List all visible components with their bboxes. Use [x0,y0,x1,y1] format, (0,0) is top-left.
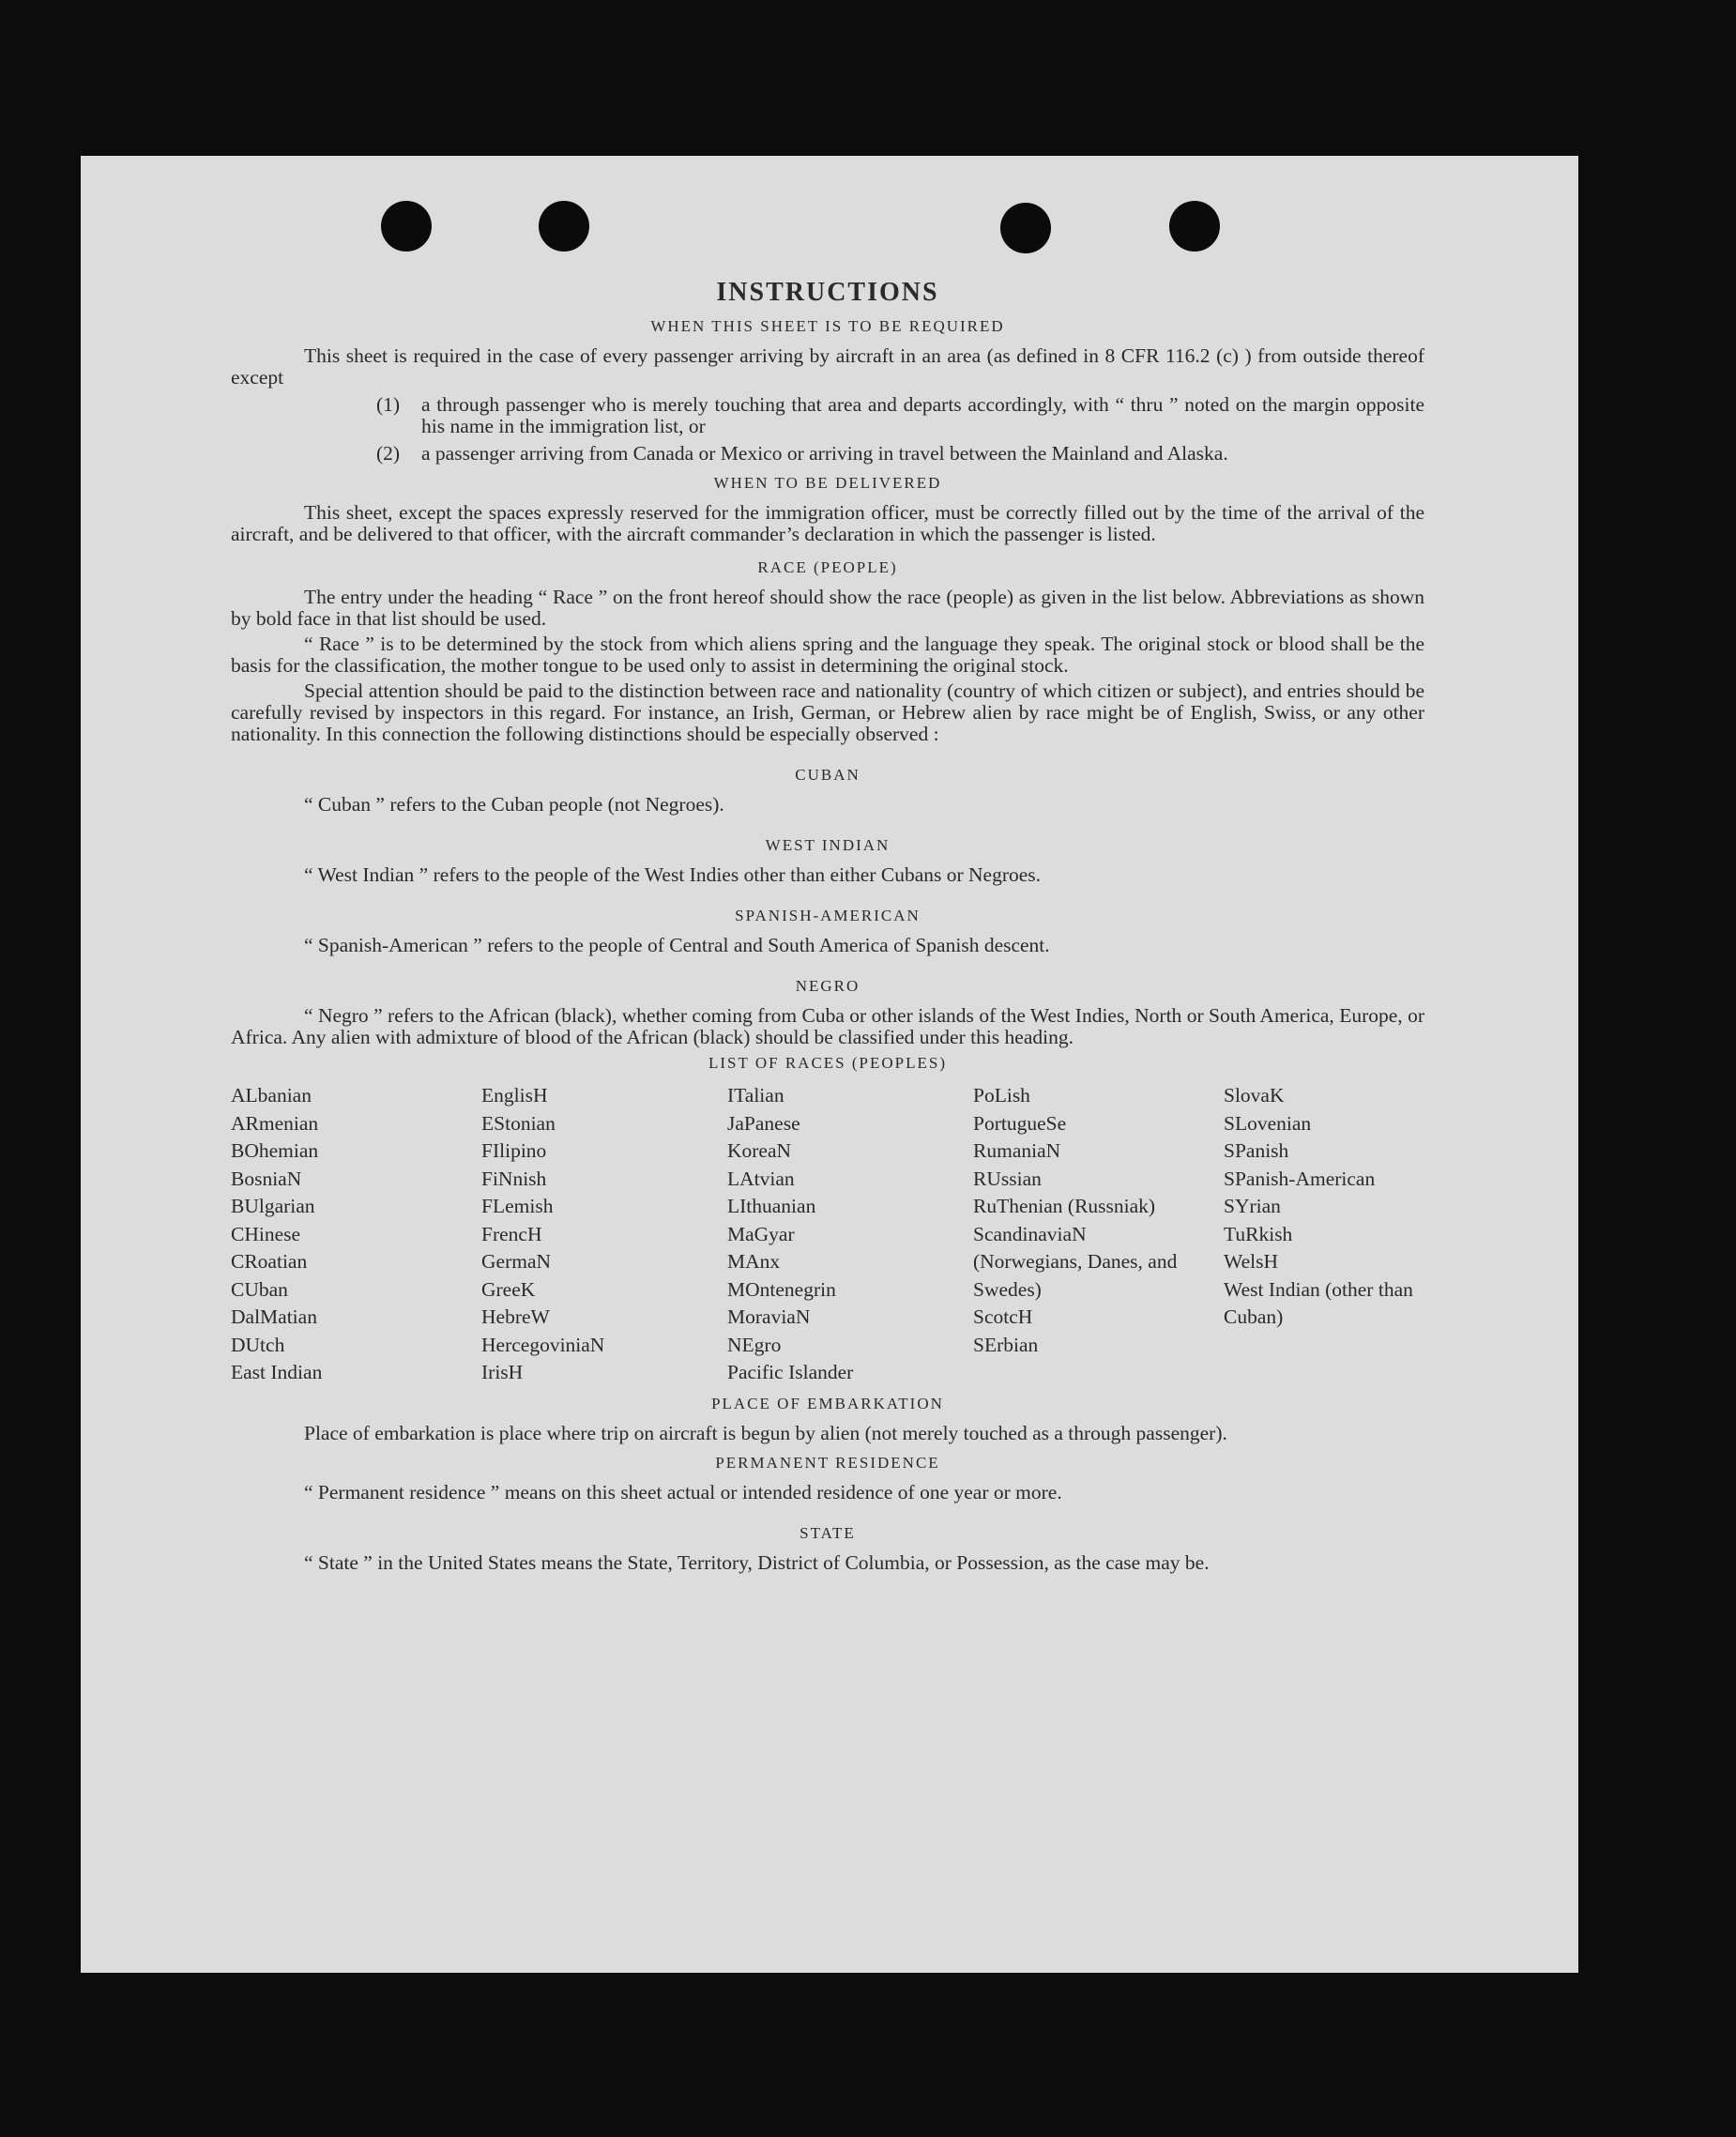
race-entry: GreeK [481,1277,536,1301]
race-entry: ITalian [727,1084,784,1107]
race-entry: SYrian [1224,1195,1281,1217]
race-entry: CRoatian [231,1250,308,1273]
race-entry: RUssian [973,1167,1042,1190]
race-entry: BUlgarian [231,1195,315,1217]
races-column-1 [231,1082,481,1387]
races-column-4 [973,1082,1224,1387]
race-entry: FIlipino [481,1139,547,1162]
embarkation-text: Place of embarkation is place where trip on aircraft is begun by alien (not merely touched as a through passenger). [304,1421,1227,1444]
page-title: INSTRUCTIONS [716,278,939,307]
heading-list-of-races: LIST OF RACES (PEOPLES) [708,1054,947,1072]
race-entry: DalMatian [231,1305,317,1328]
exception-text: a passenger arriving from Canada or Mexico or arriving in travel between the Mainland and Alaska. [421,442,1228,465]
heading-negro: NEGRO [795,977,860,995]
races-column-2 [481,1082,727,1387]
race-entry: MoraviaN [727,1305,811,1328]
heading-state: STATE [799,1523,856,1542]
race-entry: FrencH [481,1222,542,1245]
exception-number: (2) [376,442,401,465]
punch-hole [1000,203,1051,253]
races-column-5 [1224,1082,1424,1387]
race-entry: Pacific Islander [727,1361,854,1383]
race-paragraph-3: Special attention should be paid to the distinction between race and nationality (country of which citizen or subject), and entries should be carefully revised by inspectors in this regard. For instance, an Irish, German, or Hebrew alien by race might be of English, Swiss, or any other nationality. In this connection the following distinctions should be especially observed : [231,679,1424,745]
race-entry: TuRkish [1224,1222,1293,1245]
race-entry: GermaN [481,1250,552,1273]
race-entry: SErbian [973,1333,1039,1356]
heading-when-delivered: WHEN TO BE DELIVERED [713,474,942,492]
race-entry: West Indian (other than Cuban) [1224,1277,1413,1328]
race-entry: FLemish [481,1195,554,1217]
race-entry: DUtch [231,1333,285,1356]
west-indian-text: “ West Indian ” refers to the people of the West Indies other than either Cubans or Negroes. [304,863,1042,886]
race-entry: LIthuanian [727,1195,816,1217]
race-entry: KoreaN [727,1139,792,1162]
race-entry: ScotcH [973,1305,1033,1328]
race-entry: BosniaN [231,1167,302,1190]
race-entry: LAtvian [727,1167,795,1190]
race-entry: NEgro [727,1333,782,1356]
heading-spanish-american: SPANISH-AMERICAN [735,907,921,924]
race-entry: WelsH [1224,1250,1278,1273]
heading-cuban: CUBAN [795,766,860,784]
residence-text: “ Permanent residence ” means on this sheet actual or intended residence of one year or more. [304,1480,1062,1504]
heading-west-indian: WEST INDIAN [765,836,891,854]
race-entry: IrisH [481,1361,524,1383]
race-entry: SlovaK [1224,1084,1285,1107]
race-entry: SPanish-American [1224,1167,1376,1190]
punch-hole [1169,201,1220,252]
race-entry: RuThenian (Russniak) [973,1195,1156,1217]
race-entry: ARmenian [231,1111,319,1135]
race-entry: MaGyar [727,1222,795,1245]
races-list [231,1082,1424,1387]
race-paragraph-1: The entry under the heading “ Race ” on the front hereof should show the race (people) as given in the list below. Abbreviations as shown by bold face in that list should be used. [231,586,1424,630]
exception-item [376,394,1424,437]
punch-hole [539,201,589,252]
race-entry: MOntenegrin [727,1277,836,1301]
state-text: “ State ” in the United States means the State, Territory, District of Columbia, or Possession, as the case may be. [304,1550,1210,1574]
race-paragraph-2: “ Race ” is to be determined by the stock from which aliens spring and the language they speak. The original stock or blood shall be the basis for the classification, the mother tongue to be used only to assist in determining the original stock. [231,633,1424,677]
heading-permanent-residence: PERMANENT RESIDENCE [715,1453,940,1472]
race-entry: EStonian [481,1111,556,1135]
races-column-3 [727,1082,973,1387]
heading-race: RACE (PEOPLE) [757,558,898,576]
race-entry: SLovenian [1224,1111,1312,1135]
race-entry: SPanish [1224,1139,1289,1162]
spanish-american-text: “ Spanish-American ” refers to the people of Central and South America of Spanish descent. [304,934,1050,956]
race-entry: FiNnish [481,1167,547,1190]
cuban-text: “ Cuban ” refers to the Cuban people (not Negroes). [304,793,724,816]
race-entry: CUban [231,1277,288,1301]
race-entry: RumaniaN [973,1139,1061,1162]
heading-when-required: WHEN THIS SHEET IS TO BE REQUIRED [650,317,1005,335]
race-entry: BOhemian [231,1139,319,1162]
instructions-content [231,278,1424,1574]
race-entry: MAnx [727,1250,781,1273]
race-entry: ScandinaviaN (Norwegians, Danes, and Swedes) [973,1222,1178,1301]
exception-item [376,443,1424,465]
document-sheet [81,156,1578,1973]
race-entry: PortugueSe [973,1111,1067,1135]
race-entry: PoLish [973,1084,1030,1107]
when-delivered-text: This sheet, except the spaces expressly reserved for the immigration officer, must be correctly filled out by the time of the arrival of the aircraft, and be delivered to that officer, with the aircraft commander’s declaration in which the passenger is listed. [231,501,1424,545]
exception-text: a through passenger who is merely touching that area and departs accordingly, with “ thru ” noted on the margin opposite his name in the immigration list, or [421,393,1424,437]
exception-number: (1) [376,393,401,416]
heading-embarkation: PLACE OF EMBARKATION [711,1394,944,1412]
punch-hole [381,201,432,252]
race-entry: HercegoviniaN [481,1333,605,1356]
race-entry: HebreW [481,1305,550,1328]
race-entry: East Indian [231,1361,323,1383]
negro-text: “ Negro ” refers to the African (black), whether coming from Cuba or other islands of the West Indies, North or South America, Europe, or Africa. Any alien with admixture of blood of the African (black) should be classified under this heading. [231,1004,1424,1048]
race-entry: EnglisH [481,1084,548,1107]
race-entry: ALbanian [231,1084,312,1107]
race-entry: JaPanese [727,1111,800,1135]
race-entry: CHinese [231,1222,301,1245]
when-required-intro: This sheet is required in the case of every passenger arriving by aircraft in an area (as defined in 8 CFR 116.2 (c) ) from outside thereof except [231,344,1424,389]
